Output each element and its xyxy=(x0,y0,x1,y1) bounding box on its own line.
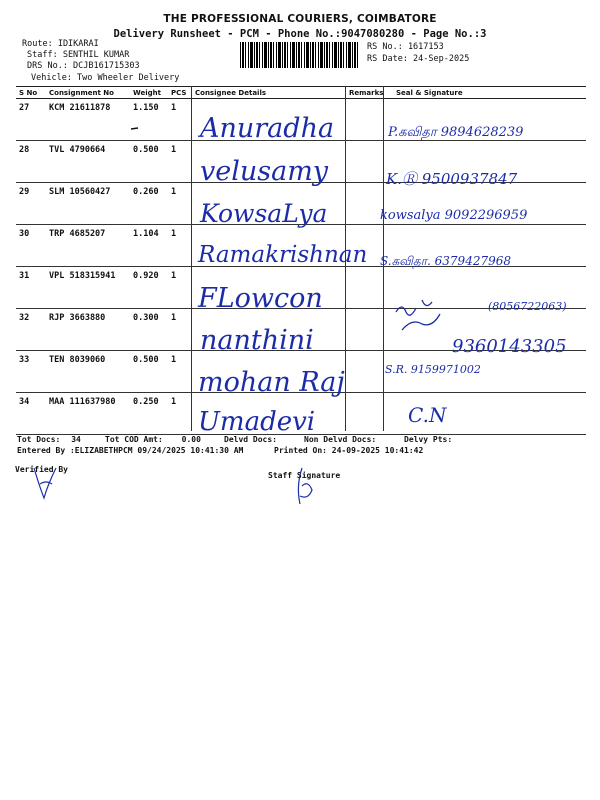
col-weight: Weight xyxy=(130,87,168,99)
delvd-docs: Delvd Docs: xyxy=(224,435,277,444)
row-remarks xyxy=(346,99,384,141)
staff-signature-mark xyxy=(288,466,318,510)
col-seal: Seal & Signature xyxy=(384,87,586,99)
company-title: THE PROFESSIONAL COURIERS, COIMBATORE xyxy=(163,13,437,25)
row-consignment: KCM 21611878 xyxy=(46,99,130,141)
row-pcs: 1 xyxy=(168,267,192,309)
scribble-signature xyxy=(392,292,482,334)
handwritten-name: FLowcon xyxy=(198,283,323,314)
row-sno: 33 xyxy=(16,351,46,393)
row-sno: 27 xyxy=(16,99,46,141)
delvy-pts: Delvy Pts: xyxy=(404,435,453,444)
handwritten-name: velusamy xyxy=(200,156,329,187)
row-consignment: VPL 518315941 xyxy=(46,267,130,309)
row-pcs: 1 xyxy=(168,183,192,225)
row-remarks xyxy=(346,393,384,435)
row-remarks xyxy=(346,183,384,225)
handwritten-signature: kowsalya 9092296959 xyxy=(380,208,528,223)
barcode xyxy=(240,42,360,68)
row-weight: 0.300 xyxy=(130,309,168,351)
col-sno: S No xyxy=(16,87,46,99)
row-consignment: TRP 4685207 xyxy=(46,225,130,267)
row-sno: 28 xyxy=(16,141,46,183)
route-label: Route: IDIKARAI xyxy=(22,39,99,49)
column-divider xyxy=(191,86,192,431)
row-consignment: TVL 4790664 xyxy=(46,141,130,183)
handwritten-name: nanthini xyxy=(200,325,314,356)
row-sno: 29 xyxy=(16,183,46,225)
rs-date: RS Date: 24-Sep-2025 xyxy=(367,54,470,64)
printed-on: Printed On: 24-09-2025 10:41:42 xyxy=(274,446,424,455)
col-consignee: Consignee Details xyxy=(192,87,346,99)
tot-docs: Tot Docs: 34 xyxy=(17,435,81,444)
row-remarks xyxy=(346,309,384,351)
row-pcs: 1 xyxy=(168,225,192,267)
handwritten-signature: S.கவிதா. 6379427968 xyxy=(380,254,511,268)
handwritten-name: Ramakrishnan xyxy=(198,242,368,268)
table-header-row xyxy=(16,87,586,99)
handwritten-name: mohan Raj xyxy=(198,367,345,398)
row-weight: 0.250 xyxy=(130,393,168,435)
row-consignment: SLM 10560427 xyxy=(46,183,130,225)
col-consignment: Consignment No xyxy=(46,87,130,99)
verified-by: Verified By xyxy=(15,465,68,474)
row-consignment: MAA 111637980 xyxy=(46,393,130,435)
handwritten-signature: P.கவிதா 9894628239 xyxy=(388,125,524,140)
row-pcs: 1 xyxy=(168,309,192,351)
vehicle-label: Vehicle: Two Wheeler Delivery xyxy=(31,73,180,83)
handwritten-signature: S.R. 9159971002 xyxy=(385,363,481,376)
handwritten-name: KowsaLya xyxy=(200,199,328,228)
row-remarks xyxy=(346,141,384,183)
col-remarks: Remarks xyxy=(346,87,384,99)
row-pcs: 1 xyxy=(168,99,192,141)
row-sno: 32 xyxy=(16,309,46,351)
handwritten-name: Anuradha xyxy=(200,113,335,144)
handwritten-name: Umadevi xyxy=(198,407,316,437)
runsheet-subtitle: Delivery Runsheet - PCM - Phone No.:9047080280 - Page No.:3 xyxy=(113,28,487,40)
row-sno: 34 xyxy=(16,393,46,435)
row-weight: 0.500 xyxy=(130,141,168,183)
tot-cod: Tot COD Amt: 0.00 xyxy=(105,435,201,444)
handwritten-signature: C.N xyxy=(408,403,447,427)
handwritten-signature: 9360143305 xyxy=(452,336,567,357)
row-sno: 31 xyxy=(16,267,46,309)
row-sno: 30 xyxy=(16,225,46,267)
row-pcs: 1 xyxy=(168,141,192,183)
staff-signature: Staff Signature xyxy=(268,471,341,480)
rs-number: RS No.: 1617153 xyxy=(367,42,444,52)
col-pcs: PCS xyxy=(168,87,192,99)
row-consignment: TEN 8039060 xyxy=(46,351,130,393)
verifier-signature xyxy=(30,464,60,504)
row-pcs: 1 xyxy=(168,351,192,393)
row-weight: 0.260 xyxy=(130,183,168,225)
row-remarks xyxy=(346,267,384,309)
handwritten-signature: (8056722063) xyxy=(488,300,567,313)
row-pcs: 1 xyxy=(168,393,192,435)
drs-label: DRS No.: DCJB161715303 xyxy=(27,61,140,71)
staff-label: Staff: SENTHIL KUMAR xyxy=(27,50,130,60)
non-delvd-docs: Non Delvd Docs: xyxy=(304,435,377,444)
row-consignment: RJP 3663880 xyxy=(46,309,130,351)
row-remarks xyxy=(346,351,384,393)
entered-by: Entered By :ELIZABETHPCM 09/24/2025 10:41:30 AM xyxy=(17,446,244,455)
row-weight: 1.150 xyxy=(130,99,168,141)
handwritten-signature: K.Ⓡ 9500937847 xyxy=(386,170,518,188)
dash-mark xyxy=(130,126,140,132)
row-weight: 0.920 xyxy=(130,267,168,309)
row-weight: 1.104 xyxy=(130,225,168,267)
row-weight: 0.500 xyxy=(130,351,168,393)
